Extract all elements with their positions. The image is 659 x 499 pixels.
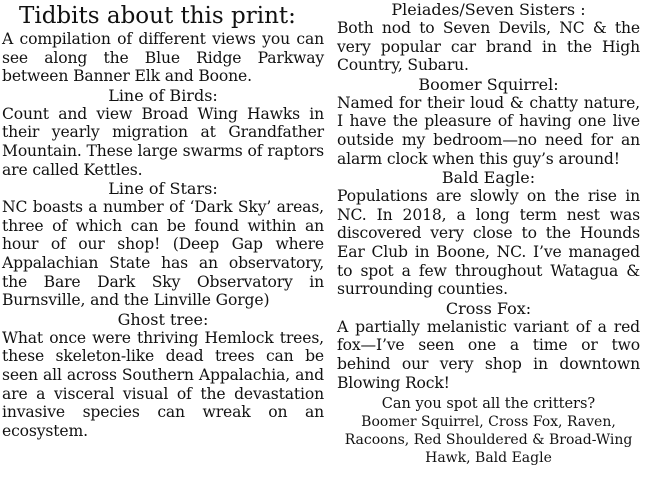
right-column	[337, 0, 640, 467]
page-title: Tidbits about this print:	[19, 3, 296, 29]
section-ghost-tree	[2, 310, 324, 441]
section-heading: Line of Stars:	[108, 179, 218, 199]
section-heading: Line of Birds:	[108, 85, 218, 105]
critter-checklist	[337, 395, 640, 467]
critter-list: Boomer Squirrel, Cross Fox, Raven, Racoons, Red Shouldered & Broad-Wing Hawk, Bald Eagle	[344, 414, 633, 467]
section-text: What once were thriving Hemlock trees, these skeleton-like dead trees can be seen all across Southern Appalachia, and are a visceral visual of the devastation invasive species can wreak on an ecosystem.	[2, 328, 324, 440]
section-text: Named for their loud & chatty nature, I have the pleasure of having one live outside my bedroom—no need for an alarm clock when this guy’s around!	[337, 93, 640, 168]
section-text: Count and view Broad Wing Hawks in their yearly migration at Grandfather Mountain. These large swarms of raptors are called Kettles.	[2, 104, 324, 179]
section-text: Populations are slowly on the rise in NC. In 2018, a long term nest was discovered very close to the Hounds Ear Club in Boone, NC. I’ve managed to spot a few throughout Watagua & surrounding counties.	[337, 187, 640, 299]
section-boomer-squirrel	[337, 75, 640, 168]
section-heading: Ghost tree:	[117, 309, 209, 329]
section-heading: Bald Eagle:	[441, 168, 536, 188]
section-heading: Cross Fox:	[445, 298, 532, 318]
section-heading: Boomer Squirrel:	[418, 74, 559, 94]
section-text: Both nod to Seven Devils, NC & the very popular car brand in the High Country, Subaru.	[337, 19, 640, 75]
critter-question: Can you spot all the critters?	[381, 396, 596, 413]
section-text: A partially melanistic variant of a red fox—I’ve seen one a time or two behind our very shop in downtown Blowing Rock!	[337, 317, 640, 392]
section-text: NC boasts a number of ‘Dark Sky’ areas, three of which can be found within an hour of our shop! (Deep Gap where Appalachian State has an observatory, the Bare Dark Sky Observatory in Burnsville, and the Linville Gorge)	[2, 198, 324, 310]
section-pleiades	[337, 0, 640, 75]
intro-text: A compilation of different views you can see along the Blue Ridge Parkway between Banner Elk and Boone.	[2, 30, 324, 86]
section-cross-fox	[337, 299, 640, 392]
section-bald-eagle	[337, 168, 640, 299]
section-heading: Pleiades/Seven Sisters :	[391, 0, 586, 19]
section-line-of-stars	[2, 179, 324, 310]
left-column	[2, 0, 324, 440]
section-line-of-birds	[2, 86, 324, 179]
